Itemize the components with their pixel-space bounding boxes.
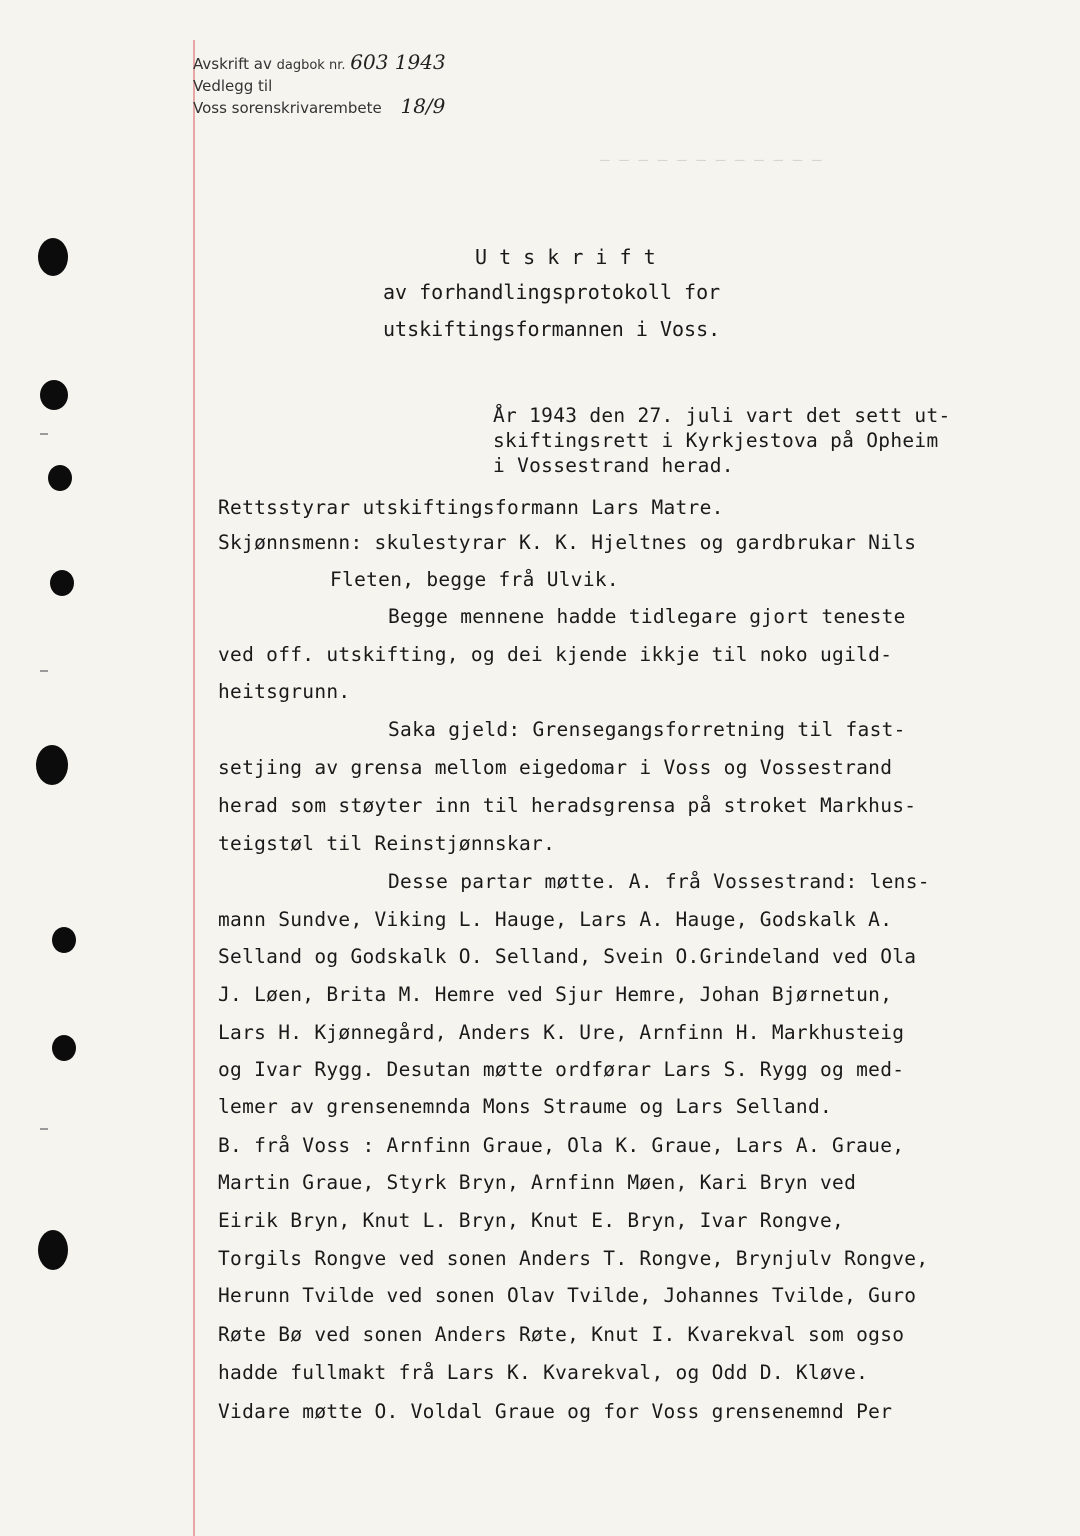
body-line: J. Løen, Brita M. Hemre ved Sjur Hemre, Johan Bjørnetun, (218, 983, 893, 1006)
body-line: teigstøl til Reinstjønnskar. (218, 832, 556, 855)
body-line: herad som støyter inn til heradsgrensa på stroket Markhus- (218, 794, 917, 817)
body-line: ved off. utskifting, og dei kjende ikkje til noko ugild- (218, 643, 893, 666)
body-line: Desse partar møtte. A. frå Vossestrand: lens- (388, 870, 930, 893)
body-line: Martin Graue, Styrk Bryn, Arnfinn Møen, Kari Bryn ved (218, 1171, 857, 1194)
margin-rule (193, 40, 195, 1536)
punch-hole-6 (52, 927, 76, 953)
document-subtitle-2: utskiftingsformannen i Voss. (383, 317, 721, 341)
body-line: Lars H. Kjønnegård, Anders K. Ure, Arnfinn H. Markhusteig (218, 1021, 905, 1044)
margin-tick-2 (40, 670, 48, 672)
punch-hole-8 (38, 1230, 68, 1270)
show-through: — — — — — — — — — — — — (600, 150, 822, 169)
body-line: Fleten, begge frå Ulvik. (330, 568, 619, 591)
document-subtitle-1: av forhandlingsprotokoll for (383, 280, 721, 304)
punch-hole-2 (40, 380, 68, 410)
body-line: Saka gjeld: Grensegangsforretning til fast- (388, 718, 906, 741)
body-line: Vidare møtte O. Voldal Graue og for Voss grensenemnd Per (218, 1400, 893, 1423)
stamp-line-3 (193, 96, 446, 118)
stamp-line-2: Vedlegg til (193, 77, 273, 95)
body-line: Herunn Tvilde ved sonen Olav Tvilde, Johannes Tvilde, Guro (218, 1284, 917, 1307)
stamp-dagbok: dagbok nr. (276, 58, 346, 73)
body-line: Torgils Rongve ved sonen Anders T. Rongve, Brynjulv Rongve, (218, 1247, 929, 1270)
margin-tick-1 (40, 433, 48, 435)
body-line: mann Sundve, Viking L. Hauge, Lars A. Hauge, Godskalk A. (218, 908, 893, 931)
punch-hole-5 (36, 745, 68, 785)
body-line: Selland og Godskalk O. Selland, Svein O.Grindeland ved Ola (218, 945, 917, 968)
stamp-date: 18/9 (400, 94, 446, 118)
punch-hole-3 (48, 465, 72, 491)
body-line: heitsgrunn. (218, 680, 351, 703)
body-line: og Ivar Rygg. Desutan møtte ordførar Lars S. Rygg og med- (218, 1058, 905, 1081)
document-title: U t s k r i f t (475, 245, 656, 269)
stamp-dagbok-number: 603 1943 (350, 50, 446, 74)
punch-hole-1 (38, 238, 68, 276)
body-line: B. frå Voss : Arnfinn Graue, Ola K. Graue, Lars A. Graue, (218, 1134, 905, 1157)
body-line: i Vossestrand herad. (493, 454, 734, 477)
body-line: setjing av grensa mellom eigedomar i Voss og Vossestrand (218, 756, 893, 779)
punch-hole-4 (50, 570, 74, 596)
body-line: lemer av grensenemnda Mons Straume og Lars Selland. (218, 1095, 833, 1118)
body-line: År 1943 den 27. juli vart det sett ut- (493, 404, 951, 427)
body-line: Rettsstyrar utskiftingsformann Lars Matre. (218, 496, 724, 519)
stamp-line-1 (193, 52, 446, 76)
archive-stamp (193, 52, 446, 118)
body-line: Skjønnsmenn: skulestyrar K. K. Hjeltnes og gardbrukar Nils (218, 531, 917, 554)
punch-hole-7 (52, 1035, 76, 1061)
body-line: Røte Bø ved sonen Anders Røte, Knut I. Kvarekval som ogso (218, 1323, 905, 1346)
stamp-avskrift: Avskrift av (193, 55, 272, 73)
body-line: skiftingsrett i Kyrkjestova på Opheim (493, 429, 939, 452)
body-line: Eirik Bryn, Knut L. Bryn, Knut E. Bryn, Ivar Rongve, (218, 1209, 845, 1232)
margin-tick-3 (40, 1128, 48, 1130)
stamp-office: Voss sorenskrivarembete (193, 99, 382, 117)
body-line: Begge mennene hadde tidlegare gjort teneste (388, 605, 906, 628)
body-line: hadde fullmakt frå Lars K. Kvarekval, og Odd D. Kløve. (218, 1361, 869, 1384)
